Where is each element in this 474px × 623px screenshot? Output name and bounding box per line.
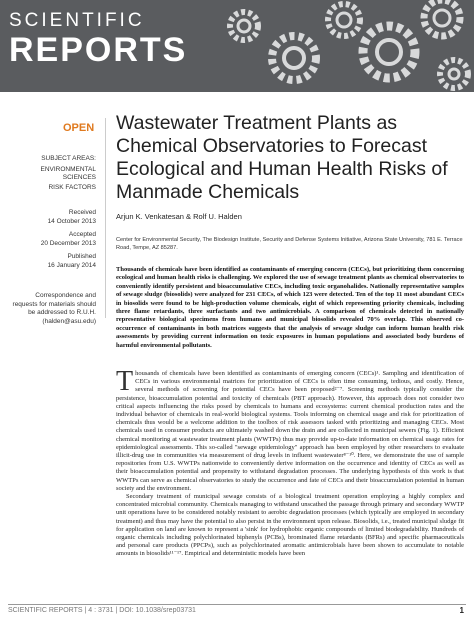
footer-citation: SCIENTIFIC REPORTS | 4 : 3731 | DOI: 10.1038/srep03731 [8, 607, 196, 614]
drop-cap: T [116, 366, 134, 397]
accepted-date: 20 December 2013 [40, 240, 96, 247]
body-paragraph: Secondary treatment of municipal sewage consists of a biological treatment operation employing a highly complex and concentrated microbial community. Chemicals managing to withstand unscathed the passage through primary and secondary WWTP unit operations have to be considered notably resistant to aerobic degradation processes (which typically are employed in secondary treatment) and thus may have the potential to also persist in the environment upon release. Biosolids, i.e., treated municipal sludge fit for application on land are known to represent a 'sink' for hydrophobic organic compounds of limited biodegradability. Hundreds of organic chemicals including polychlorinated biphenyls (PCBs), brominated flame retardants (BFRs) and specific pharmaceuticals and personal care products (PPCPs), such as polychlorinated aromatic antimicrobials have been shown to accumulate to notable amounts in biosolids¹¹⁻¹⁷. Empirical and deterministic models have been [116, 493, 464, 558]
journal-header [0, 0, 474, 92]
journal-logo-line1: SCIENTIFIC [9, 10, 145, 31]
body-paragraph-text: housands of chemicals have been identified as contaminants of emerging concern (CECs)¹. Sampling and identification of CECs in various environmental matrices for prioritization of CECs is often time consuming, tedious, and costly. Hence, several methods of screening for potential CECs have been proposed²⁻⁷. Screening methods typically consider the persistence, bioaccumulation potential and toxicity of chemicals (PBT approach). However, this approach does not consider two critical aspects influencing the risks posed by chemicals to humans and ecosystems: current chemical production rates and the individual behavior of chemicals in real-world biological systems. Tools informing on chemical usage and risk for prioritization of chemicals thus would be a welcome addition to the toolbox of risk assessors tasked with prioritizing and managing CECs. Most chemicals used in consumer products are ultimately washed down the drain and are collected in municipal sewers (Fig. 1). Efficient chemical monitoring at wastewater treatment plants (WWTPs) thus may provide up-to-date information on chemical usage rates for epidemiological assessments. This so-called "sewage epidemiology" approach has been employed by other researchers to evaluate illicit-drug use in communities via measurement of drug levels in influent wastewater⁸⁻¹⁰. Here, we demonstrate the use of sample repositories from U.S. WWTPs nationwide to conveniently derive information on the occurrence and identity of CECs as well as their bioaccumulation potential and propensity to withstand degradation processes. The underlying hypothesis of this work is that WWTPs can serve as chemical observatories to study the occurrence and fate of CECs and their bioaccumulation potential in human society and the environment. [116, 370, 464, 492]
body-paragraph [116, 366, 464, 493]
page-number: 1 [459, 606, 464, 615]
article-abstract: Thousands of chemicals have been identified as contaminants of emerging concern (CECs), but prioritizing them concerning ecological and human health risks is challenging. We explored the use of sewage treatment plants as chemical observatories to conveniently identify persistent and bioaccumulative CECs, including toxic organohalides. Nationally representative samples of sewage sludge (biosolids) were analyzed for 231 CECs, of which 123 were detected. Ten of the top 11 most abundant CECs in biosolids were found to be high-production volume chemicals, eight of which representing priority chemicals, including three flame retardants, three surfactants and two antimicrobials. A comparison of chemicals detected in nationally representative biological specimens from humans and municipal biosolids revealed 70% overlap. This observed co-occurrence of contaminants in both matrices suggests that the analysis of sewage sludge can inform human health risk assessments by providing current information on toxic exposures in human populations and associated body burdens of harmful environmental pollutants. [116, 266, 464, 349]
gears-decoration-icon [214, 0, 474, 92]
author-affiliation: Center for Environmental Security, The Biodesign Institute, Security and Defense Systems Initiative, Arizona State University, 781 E. Terrace Road, Tempe, AZ 85287. [116, 237, 463, 251]
published-date: 16 January 2014 [47, 262, 96, 269]
published-label: Published [67, 253, 96, 260]
journal-logo-line2: REPORTS [9, 31, 188, 69]
received-date: 14 October 2013 [47, 218, 96, 225]
subject-item[interactable]: ENVIRONMENTAL SCIENCES [40, 166, 96, 181]
received-label: Received [68, 209, 96, 216]
subject-areas-heading: SUBJECT AREAS: [41, 155, 96, 162]
footer-divider [8, 604, 466, 605]
accepted-label: Accepted [68, 231, 96, 238]
subject-item[interactable]: RISK FACTORS [48, 184, 96, 191]
article-body [116, 366, 464, 559]
correspondence-note: Correspondence and requests for materials should be addressed to R.U.H. (halden@asu.edu) [12, 292, 96, 325]
column-divider [105, 118, 106, 318]
article-title: Wastewater Treatment Plants as Chemical Observatories to Forecast Ecological and Human Health Risks of Manmade Chemicals [116, 112, 448, 203]
article-authors: Arjun K. Venkatesan & Rolf U. Halden [116, 212, 242, 221]
open-access-label: OPEN [63, 122, 95, 134]
